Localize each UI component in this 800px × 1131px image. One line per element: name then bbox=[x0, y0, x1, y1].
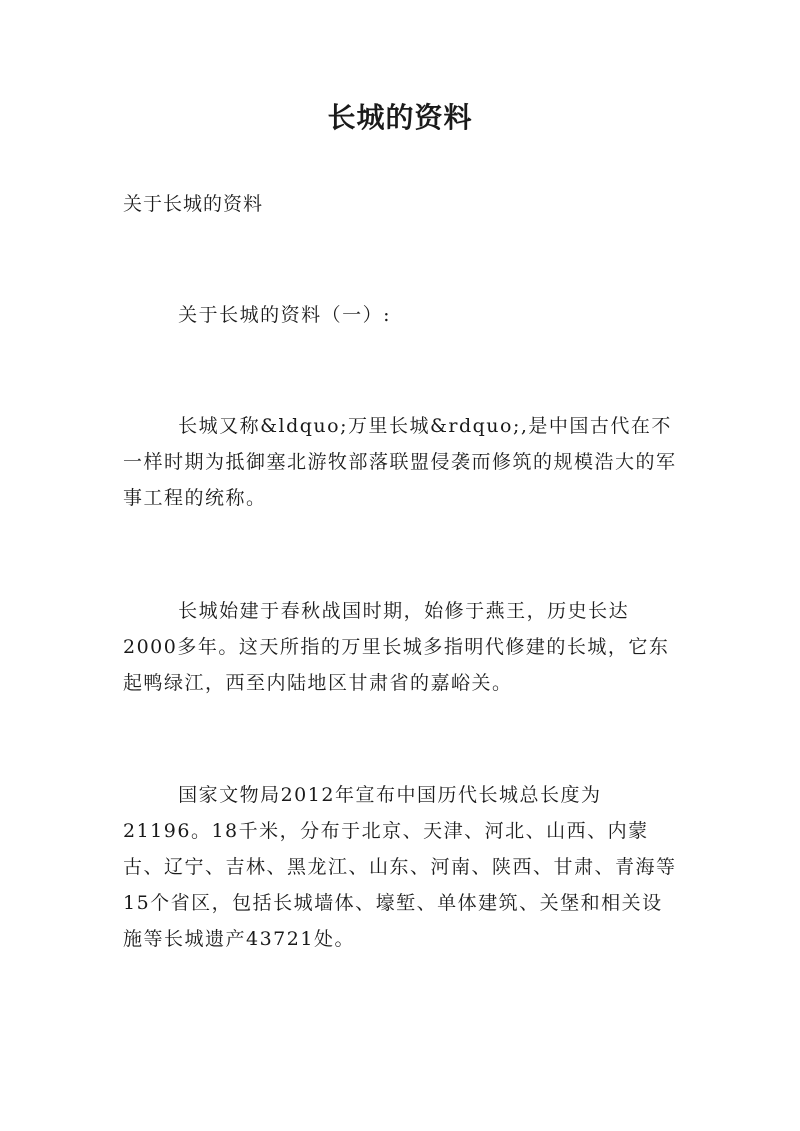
document-subtitle: 关于长城的资料 bbox=[123, 193, 264, 215]
paragraph-length: 国家文物局2012年宣布中国历代长城总长度为21196。18千米，分布于北京、天津、河北、山西、内蒙古、辽宁、吉林、黑龙江、山东、河南、陕西、甘肃、青海等15个省区，包括长城墙体、壕堑、单体建筑、关堡和相关设施等长城遗产43721处。 bbox=[123, 784, 677, 950]
paragraph-history: 长城始建于春秋战国时期，始修于燕王，历史长达2000多年。这天所指的万里长城多指明代修建的长城，它东起鸭绿江，西至内陆地区甘肃省的嘉峪关。 bbox=[123, 600, 670, 694]
paragraph-intro: 长城又称&ldquo;万里长城&rdquo;,是中国古代在不一样时期为抵御塞北游牧部落联盟侵袭而修筑的规模浩大的军事工程的统称。 bbox=[123, 415, 677, 509]
document-title: 长城的资料 bbox=[327, 101, 473, 134]
section-heading: 关于长城的资料（一）: bbox=[178, 304, 391, 326]
